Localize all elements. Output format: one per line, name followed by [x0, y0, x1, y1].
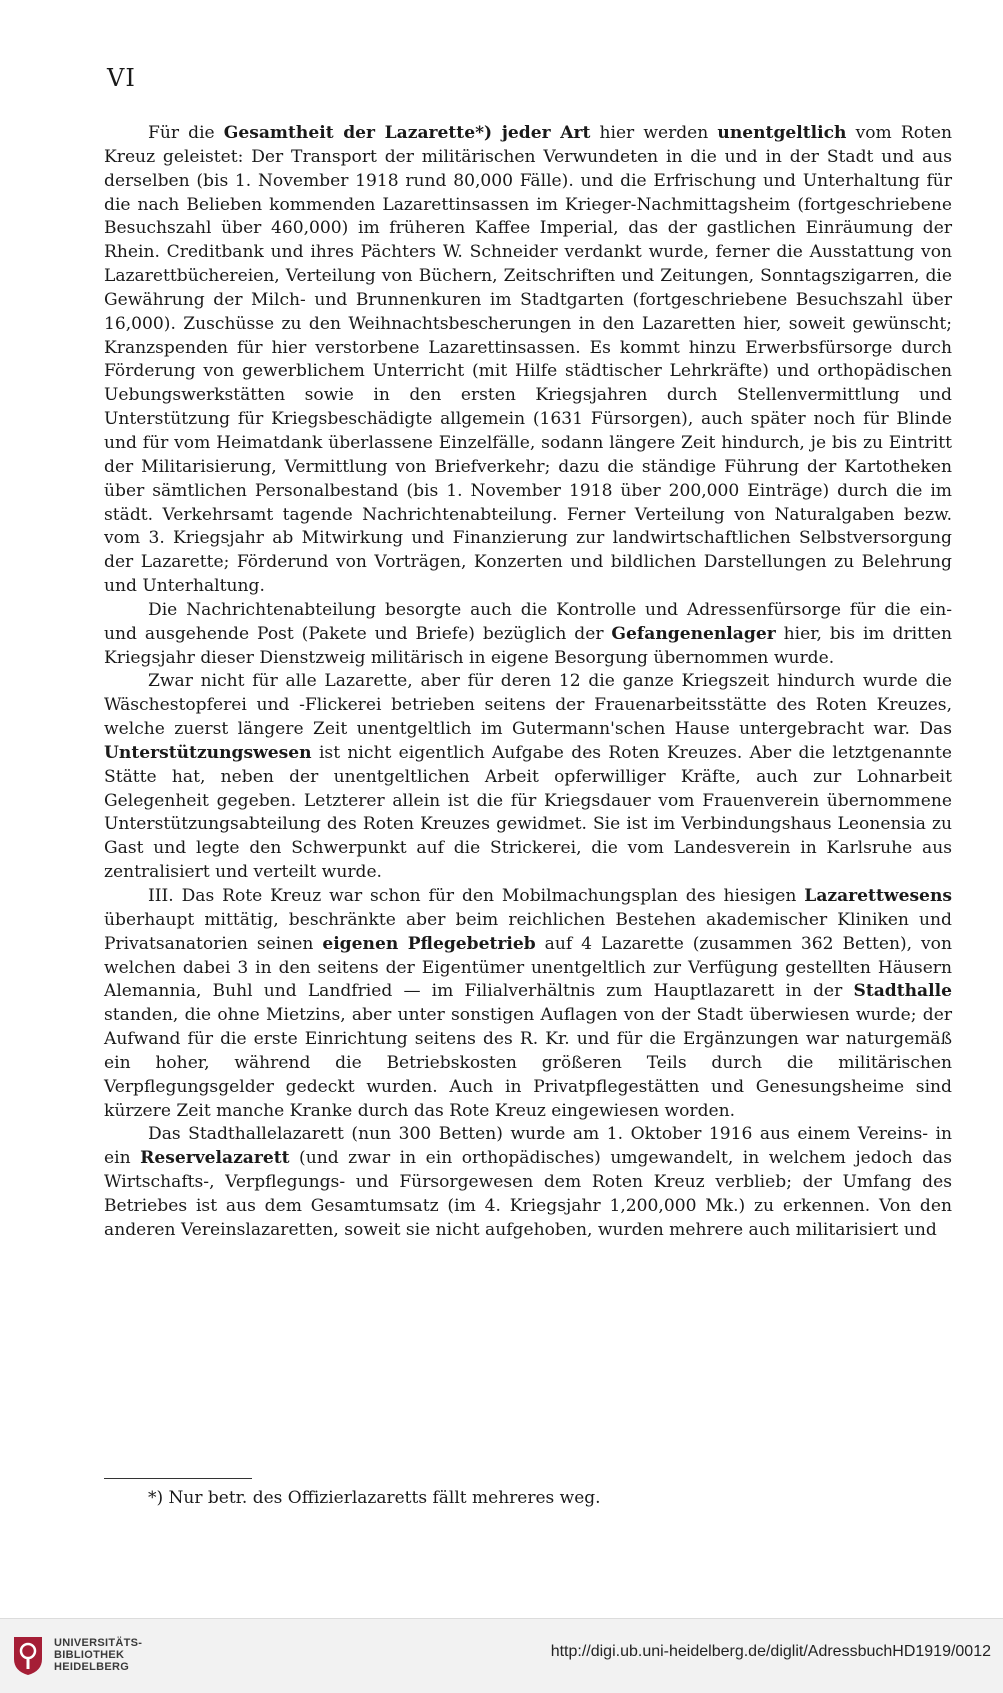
- emphasized-term: Reservelazarett: [140, 1148, 290, 1169]
- text-run: Das Stadthallelazarett (nun 300 Betten) wurde am 1. Oktober 1916 aus einem Vereins- in ein: [104, 1124, 952, 1169]
- text-run: Zwar nicht für alle Lazarette, aber für deren 12 die ganze Kriegszeit hindurch wurde die Wäschestopferei und -Flickerei betrieben seitens der Frauenarbeitsstätte des Roten Kreuzes, welche zuerst längere Zeit unentgeltlich im Gutermann'schen Hause untergebracht war. Das: [104, 671, 952, 740]
- body-text: [104, 122, 952, 1243]
- emphasized-term: Stadthalle: [853, 981, 952, 1002]
- library-name: [54, 1637, 142, 1673]
- text-run: Für die: [148, 123, 224, 143]
- university-seal-icon: [10, 1633, 46, 1677]
- footnote: *) Nur betr. des Offizierlazaretts fällt mehreres weg.: [148, 1488, 601, 1508]
- library-logo[interactable]: [10, 1633, 142, 1677]
- paragraph-4: [104, 885, 952, 1123]
- emphasized-term: Gesamtheit der Lazarette*) jeder Art: [223, 123, 591, 143]
- library-name-line: HEIDELBERG: [54, 1661, 130, 1673]
- emphasized-term: eigenen Pflegebetrieb: [322, 933, 536, 954]
- page-number: VI: [107, 64, 136, 92]
- emphasized-term: unentgeltlich: [717, 123, 847, 143]
- paragraph-5: [104, 1123, 952, 1242]
- footnote-divider: [104, 1478, 252, 1479]
- text-run: , soweit sie nicht aufgehoben, wurden mehrere auch militarisiert und: [333, 1219, 937, 1240]
- text-run: überhaupt mittätig, beschränkte aber beim reichlichen Bestehen akademischer Kliniken und Privatsanatorien seinen: [104, 909, 952, 954]
- text-run: vom Roten Kreuz geleistet: Der Transport der militärischen Verwundeten in die und in der Stadt und aus derselben (bis 1. November 1918 rund 80,000 Fälle). und die Erfrischung und Unterhaltung für die nach Belieben kommenden Lazarettinsassen im Krieger-Nachmittagsheim (fortgeschriebene Besuchszahl über 460,000) im früheren Kaffee Imperial, das der gastlichen Einräumung der Rhein. Creditbank und ihres Pächters W. Schneider verdankt wurde, ferner die Ausstattung von Lazarettbüchereien, Verteilung von Büchern, Zeitschriften und Zeitungen, Sonntagszigarren, die Gewährung der Milch- und Brunnenkuren im Stadtgarten (fortgeschriebene Besuchszahl über 16,000). Zuschüsse zu den Weihnachtsbescherungen in den Lazaretten hier, soweit gewünscht; Kranzspenden für hier verstorbene Lazarettinsassen. Es kommt hinzu Erwerbsfürsorge durch Förderung von gewerblichem Unterricht (mit Hilfe städtischer Lehrkräfte) und orthopädischen Uebungswerkstätten sowie in den ersten Kriegsjahren durch Stellenvermittlung und Unterstützung für Kriegsbeschädigte allgemein (1631 Fürsorgen), auch später noch für Blinde und für vom Heimatdank überlassene Einzelfälle, sodann längere Zeit hindurch, je bis zu Eintritt der Militarisierung, Vermittlung von Briefverkehr; dazu die ständige Führung der Kartotheken über sämtlichen Personalbestand (bis 1. November 1918 über 200,000 Einträge) durch die im städt. Verkehrsamt tagende Nachrichtenabteilung. Ferner Verteilung von Naturalgaben bezw. vom 3. Kriegsjahr ab Mitwirkung und Finanzierung zur landwirtschaftlichen Selbstversorgung der Lazarette; Förderund von Vorträgen, Konzerten und bildlichen Darstellungen zu Belehrung und Unterhaltung.: [104, 123, 952, 597]
- emphasized-term: Lazarettwesens: [804, 886, 952, 906]
- text-run: III. Das Rote Kreuz war schon für den Mobilmachungsplan des hiesigen: [148, 886, 805, 906]
- text-run: Die Nachrichtenabteilung besorgte auch die Kontrolle und Adressenfürsorge für die ein- und ausgehende Post (Pakete und Briefe) bezüglich der: [104, 599, 952, 644]
- paragraph-2: [104, 599, 952, 671]
- text-run: auf 4 Lazarette (zusammen 362 Betten), von welchen dabei 3 in den seitens der Eigentümer unentgeltlich zur Verfügung gestellten Häusern Alemannia, Buhl und Landfried — im Filialverhältnis zum Hauptlazarett in der: [104, 933, 952, 1002]
- footer-bar: [0, 1618, 1003, 1693]
- paragraph-1: [104, 122, 952, 599]
- text-run: hier werden: [590, 123, 718, 143]
- library-name-line: UNIVERSITÄTS-: [54, 1637, 143, 1649]
- text-run: hier, bis im dritten Kriegsjahr dieser Dienstzweig militärisch in eigene Besorgung übernommen wurde.: [104, 623, 952, 668]
- emphasized-term: Gefangenenlager: [611, 623, 776, 644]
- library-name-line: BIBLIOTHEK: [54, 1649, 125, 1661]
- text-run: ist nicht eigentlich Aufgabe des Roten Kreuzes. Aber die letztgenannte Stätte hat, neben der unentgeltlichen Arbeit opferwilliger Kräfte, auch zur Lohnarbeit Gelegenheit gegeben. Letzterer allein ist die für Kriegsdauer vom Frauenverein übernommene Unterstützungsabteilung des Roten Kreuzes gewidmet. Sie ist im Verbindungshaus Leonensia zu Gast und legte den Schwerpunkt auf die Strickerei, die vom Landesverein in Karlsruhe aus zentralisiert und verteilt wurde.: [104, 742, 952, 883]
- source-url-link[interactable]: http://digi.ub.uni-heidelberg.de/diglit/AdressbuchHD1919/0012: [550, 1643, 991, 1660]
- paragraph-3: [104, 670, 952, 885]
- text-run: standen, die ohne Mietzins, aber unter sonstigen Auflagen von der Stadt überwiesen wurde; der Aufwand für die erste Einrichtung seitens des R. Kr. und für die Ergänzungen war naturgemäß ein hoher, während die Betriebskosten größeren Teils durch die militärischen Verpflegungsgelder gedeckt wurden. Auch in Privatpflegestätten und Genesungsheime sind kürzere Zeit manche Kranke durch das Rote Kreuz eingewiesen worden.: [104, 1005, 952, 1121]
- emphasized-term: Unterstützungswesen: [104, 742, 312, 763]
- text-run: (und zwar in ein orthopädisches) umgewandelt, in welchem jedoch das Wirtschafts-, Verpflegungs- und Fürsorgewesen dem Roten Kreuz verblieb; der Umfang des Betriebes ist aus dem Gesamtumsatz (im 4. Kriegsjahr 1,200,000 Mk.) zu erkennen. Von den anderen Vereinslazaretten: [104, 1148, 953, 1240]
